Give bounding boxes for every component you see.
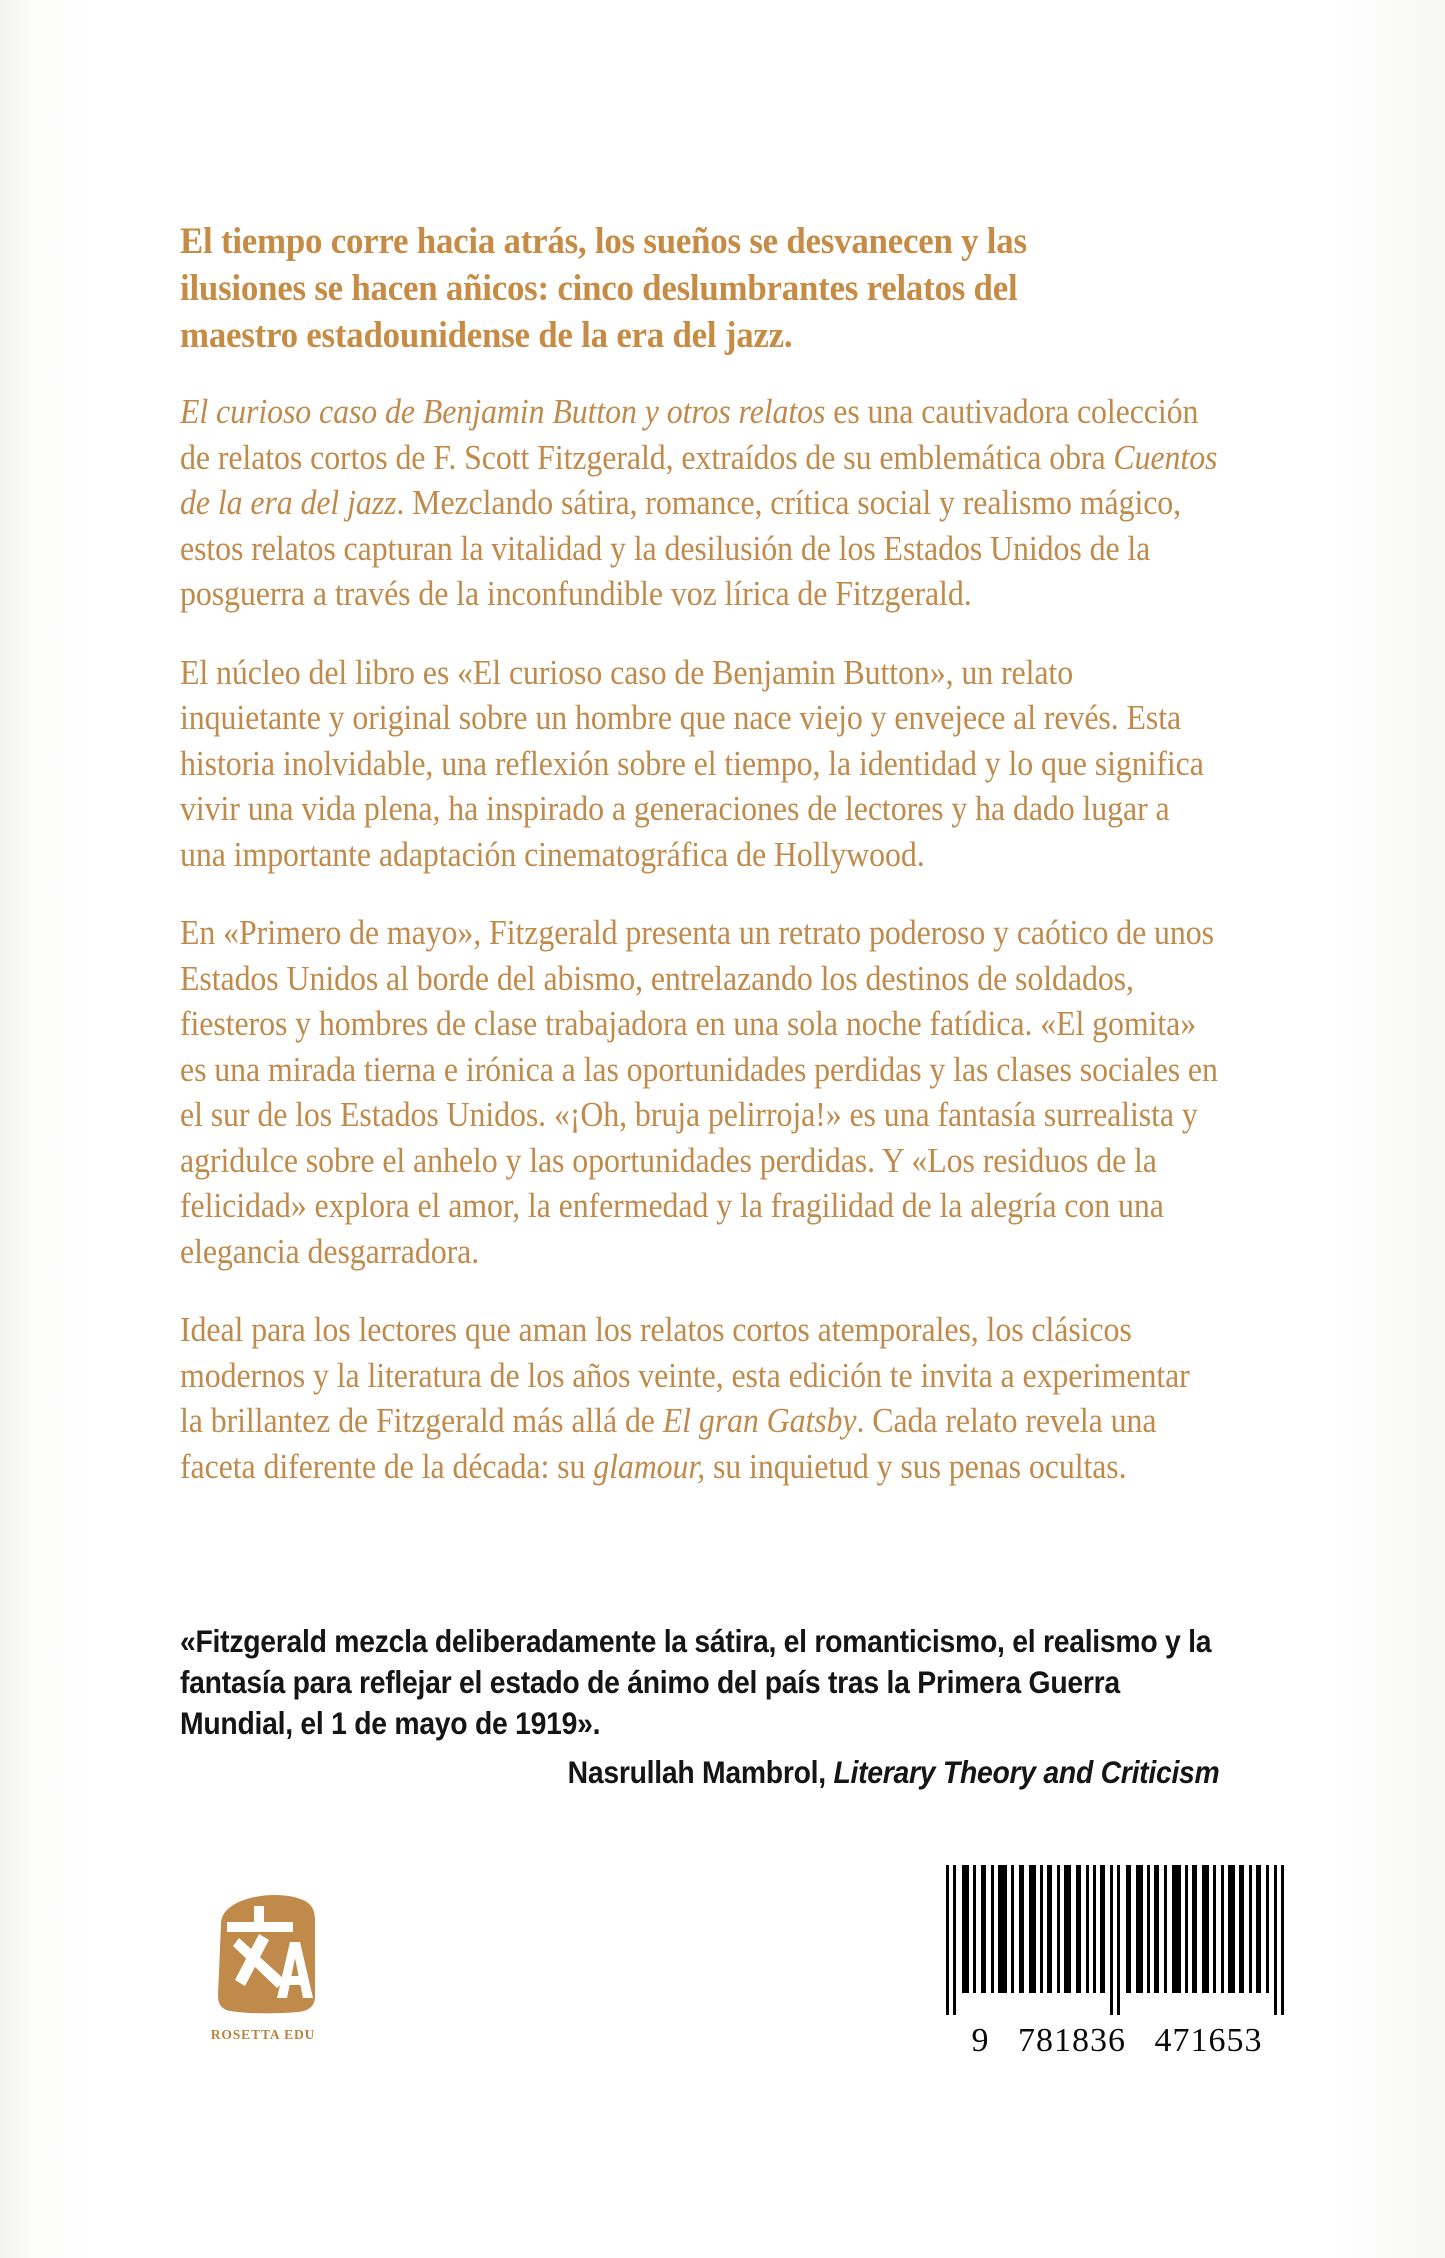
publisher-name: ROSETTA EDU <box>210 2027 316 2042</box>
rosetta-edu-logo-icon <box>204 1890 322 2018</box>
barcode-digits: 9 781836 471653 <box>971 2022 1263 2059</box>
body-text: En «Primero de mayo», Fitzgerald presenta un retrato poderoso y caótico de unos Estados Unidos al borde del abismo, entrelazando los destinos de soldados, fiesteros y hombres de clase trabajadora en una sola noche fatídica. «El gomita» es una mirada tierna e irónica a las oportunidades perdidas y las clases sociales en el sur de los Estados Unidos. «¡Oh, bruja pelirroja!» es una fantasía surrealista y agridulce sobre el anhelo y las oportunidades perdidas. Y «Los residuos de la felicidad» explora el amor, la enfermedad y la fragilidad de la alegría con una elegancia desgarradora. <box>180 914 1218 1271</box>
quote-author: Nasrullah Mambrol, <box>567 1754 826 1790</box>
pull-quote <box>180 1621 1220 1793</box>
paragraph-1 <box>180 390 1218 618</box>
title-italic: El gran Gatsby <box>662 1402 857 1440</box>
title-italic: El curioso caso de Benjamin Button y otros relatos <box>180 393 826 431</box>
body-text: . Mezclando sátira, romance, crítica social y realismo mágico, estos relatos capturan la vitalidad y la desilusión de los Estados Unidos de la posguerra a través de la inconfundible voz lírica de Fitzgerald. <box>180 484 1182 613</box>
body-text: Ideal para los lectores que aman los relatos cortos atemporales, los clásicos modernos y la literatura de los años veinte, esta edición te invita a experimentar la brillantez de Fitzgerald más allá de <box>180 1311 1190 1440</box>
paragraph-2 <box>180 651 1218 879</box>
paragraph-4 <box>180 1308 1218 1490</box>
quote-text: «Fitzgerald mezcla deliberadamente la sátira, el romanticismo, el realismo y la fantasía para reflejar el estado de ánimo del país tras la Primera Guerra Mundial, el 1 de mayo de 1919». <box>180 1623 1212 1741</box>
body-text: es una cautivadora colección de relatos cortos de F. Scott Fitzgerald, extraídos de su emblemática obra <box>180 393 1199 477</box>
publisher-logo <box>178 1890 348 2043</box>
title-italic: Cuentos de la era del jazz <box>180 438 1218 522</box>
title-italic: glamour, <box>593 1447 706 1486</box>
quote-source: Literary Theory and Criticism <box>833 1754 1220 1790</box>
body-text: su inquietud y sus penas ocultas. <box>705 1447 1127 1486</box>
body-text: El núcleo del libro es «El curioso caso de Benjamin Button», un relato inquietante y original sobre un hombre que nace viejo y envejece al revés. Esta historia inolvidable, una reflexión sobre el tiempo, la identidad y lo que significa vivir una vida plena, ha inspirado a generaciones de lectores y ha dado lugar a una importante adaptación cinematográfica de Hollywood. <box>180 653 1204 874</box>
paragraph-3 <box>180 911 1218 1275</box>
barcode-icon <box>940 1865 1294 2015</box>
page-title: El tiempo corre hacia atrás, los sueños se desvanecen y las ilusiones se hacen añicos: cinco deslumbrantes relatos del maestro estadounidense de la era del jazz. <box>180 221 1027 356</box>
description-body <box>180 390 1220 1490</box>
quote-attribution <box>180 1752 1220 1793</box>
barcode-panel <box>918 1837 1316 2258</box>
body-text: . Cada relato revela una faceta diferente de la década: su <box>180 1402 1157 1486</box>
